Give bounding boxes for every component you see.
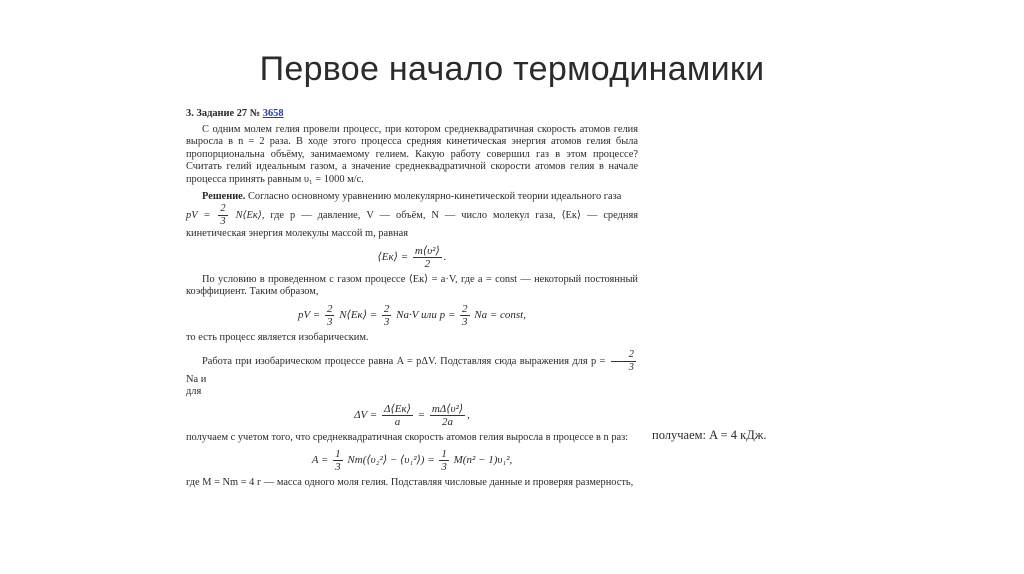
answer-text: получаем: A = 4 кДж. [652,428,767,442]
f5-lhs: A = [311,454,329,467]
solution-p4-dla: для [186,386,202,398]
task-header-prefix: 3. Задание 27 № [186,108,261,119]
frac-num: 2 [220,203,226,215]
formula-pv-lhs: pV = [186,210,211,222]
solution-p3: то есть процесс является изобарическим. [186,331,369,343]
formula-pv-tail: N⟨Eк⟩ [235,210,262,222]
p4-end: Na и [186,373,207,385]
f4-tail: , [467,408,470,421]
solution-intro [186,191,638,204]
f5-mid: Nm(⟨υ₂²⟩ − ⟨υ₁²⟩) = [347,454,435,467]
frac-den: 3 [462,315,468,328]
slide-title: Первое начало термодинамики [259,50,765,88]
f2-lhs: ⟨Eк⟩ = [377,250,409,263]
solution-p6: где M = Nm = 4 г — масса одного моля гелия. Подставляя числовые данные и проверяя размерность, [186,477,634,489]
task-number-link[interactable]: 3658 [262,108,284,119]
frac-den: 3 [383,315,390,328]
frac-num: 1 [335,448,341,461]
p4-start: Работа при изобарическом процессе равна A = pΔV. Подставляя сюда выражения для p = [202,355,606,367]
solution-intro-text: Согласно основному уравнению молекулярно-кинетической теории идеального газа [248,190,622,202]
solution-label: Решение. [202,190,246,202]
solution-line1-rest: , где p — давление, V — объём, N — число молекул газа, ⟨Eк⟩ — средняя кинетическая энергия молекулы массой m, равная [186,210,639,240]
f4-eq: = [417,408,426,421]
frac-den: 3 [220,216,226,228]
fraction [439,448,449,473]
frac-num: mΔ⟨υ²⟩ [431,402,464,415]
formula-work [186,448,638,473]
solution-p5: получаем с учетом того, что среднеквадратичная скорость атомов гелия выросла в процессе в n раз: [186,431,629,443]
frac-den: 3 [441,461,447,474]
f3-mid2: Na·V или p = [396,308,456,321]
frac-den: 2a [442,415,453,428]
fraction [382,403,413,428]
solution-p2: По условию в проведенном с газом процессе ⟨Eк⟩ = a·V, где a = const — некоторый постоянный коэффициент. Таким образом, [186,273,638,298]
frac-num: 2 [383,302,390,315]
fraction [460,303,470,328]
fraction-mv2 [413,245,442,270]
frac-num: 2 [326,302,333,315]
f3-lhs: pV = [298,308,321,321]
f3-mid: N⟨Eк⟩ = [339,308,378,321]
frac-num: 2 [611,349,636,362]
frac-den: 3 [335,461,341,474]
formula-isobaric [186,303,638,328]
task-document [186,108,638,490]
f2-tail: . [443,250,447,263]
formula-delta-v [186,403,638,428]
frac-den: 2 [424,257,431,270]
task-statement: С одним молем гелия провели процесс, при котором среднеквадратичная скорость атомов гелия выросла в n = 2 раза. В ходе этого процесса средняя кинетическая энергия атомов гелия была пропорциональна объёму, занимаемому гелием. Какую работу совершил газ в этом процессе? Считать гелий идеальным газом, а значение среднеквадратичной скорости атомов гелия в начале процесса принять равным υ₁ = 1000 м/с. [186,123,638,185]
fraction [333,448,343,473]
frac-num: 2 [462,302,468,315]
fraction [430,403,465,428]
frac-den: 3 [628,361,634,373]
frac-num: 1 [441,448,447,461]
formula-mean-energy [186,245,638,270]
frac-den: 3 [326,315,333,328]
fraction-two-thirds [218,203,227,228]
fraction [611,349,636,374]
frac-den: a [394,415,401,428]
solution-line1 [186,203,638,241]
frac-num: m⟨υ²⟩ [414,244,440,257]
fraction [382,303,392,328]
task-header [186,108,638,121]
solution-p4 [186,349,638,387]
f3-tail: Na = const, [474,308,526,321]
fraction [325,303,335,328]
f4-lhs: ΔV = [354,408,378,421]
f5-tail: M(n² − 1)υ₁², [453,454,513,467]
frac-num: Δ⟨Eк⟩ [383,402,411,415]
